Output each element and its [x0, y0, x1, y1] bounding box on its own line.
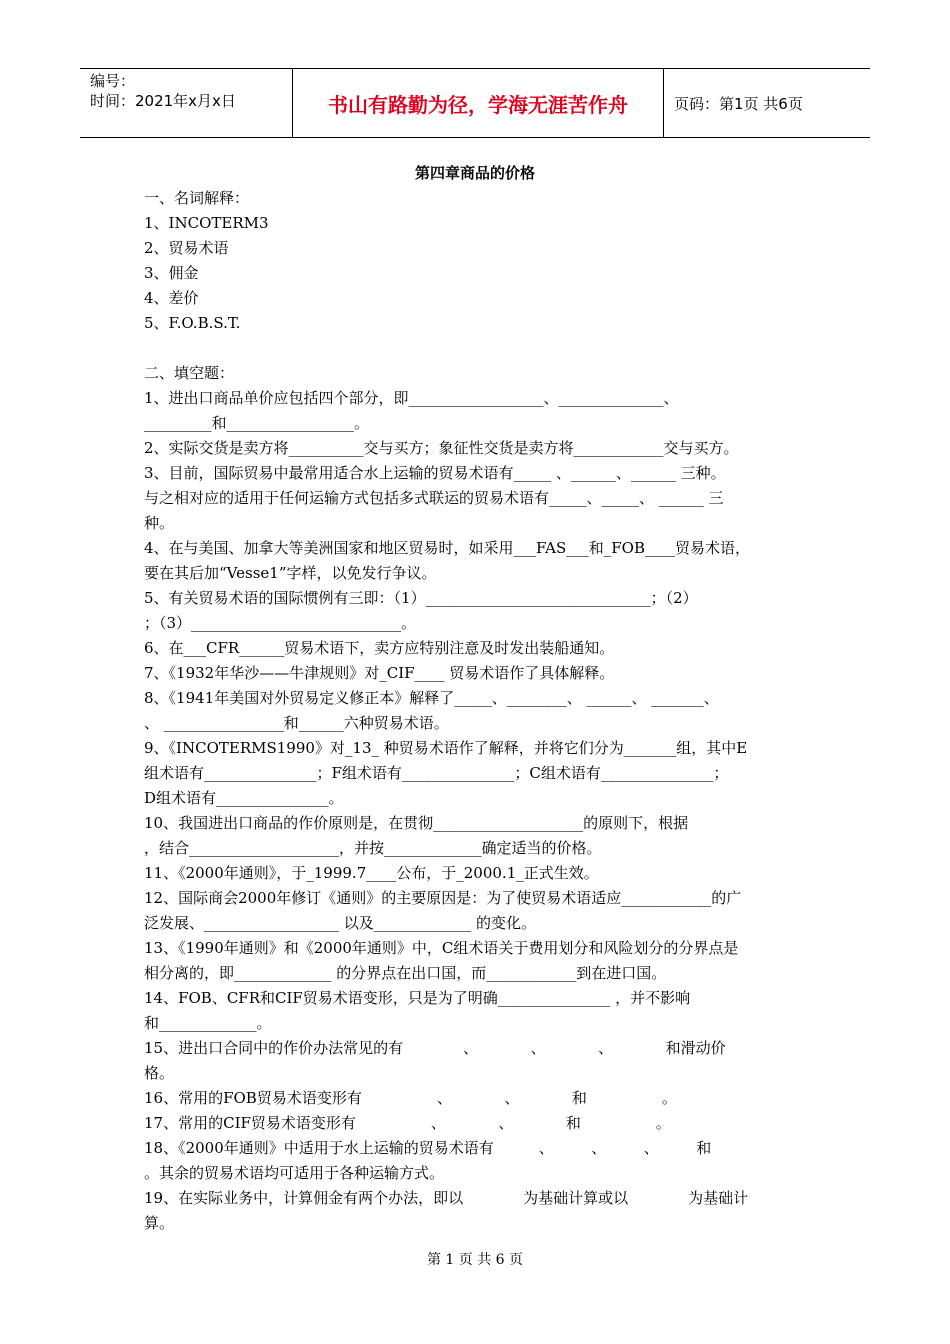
question-line: 1、进出口商品单价应包括四个部分，即__________________、______________、 — [144, 389, 679, 407]
question-line: 12、国际商会2000年修订《通则》的主要原因是：为了使贸易术语适应____________的广 — [144, 889, 742, 907]
question-line: 6、在___CFR______贸易术语下，卖方应特别注意及时发出装船通知。 — [144, 639, 615, 657]
question-line: _________和_________________。 — [144, 414, 370, 432]
question-line: 7、《1932年华沙——牛津规则》对_CIF____ 贸易术语作了具体解释。 — [144, 664, 615, 682]
question-line: 算。 — [144, 1214, 175, 1232]
question-line: 15、进出口合同中的作价办法常见的有 、 、 、 和滑动价 — [144, 1039, 726, 1057]
spacer — [144, 336, 806, 361]
question-line: ，结合____________________，并按_____________确定适当的价格。 — [144, 839, 602, 857]
question-line: 、 ________________和______六种贸易术语。 — [144, 714, 449, 732]
question-line: 组术语有_______________；F组术语有_______________；C组术语有_______________； — [144, 764, 729, 782]
term-item: 3、佣金 — [144, 264, 199, 282]
question-line: 4、在与美国、加拿大等美洲国家和地区贸易时，如采用___FAS___和_FOB____贸易术语， — [144, 539, 750, 557]
question-line: 种。 — [144, 514, 175, 532]
question-line: 格。 — [144, 1064, 175, 1082]
section1-heading: 一、名词解释： — [144, 189, 250, 207]
question-line: 11、《2000年通则》，于_1999.7____公布，于_2000.1_正式生效。 — [144, 864, 599, 882]
header-page-info: 页码：第1页 共6页 — [674, 94, 803, 113]
question-line: 17、常用的CIF贸易术语变形有 、 、 和 。 — [144, 1114, 671, 1132]
page-header — [80, 68, 870, 138]
question-line: 16、常用的FOB贸易术语变形有 、 、 和 。 — [144, 1089, 677, 1107]
question-line: 和_____________。 — [144, 1014, 272, 1032]
term-item: 4、差价 — [144, 289, 199, 307]
term-item: 2、贸易术语 — [144, 239, 229, 257]
question-line: 3、目前，国际贸易中最常用适合水上运输的贸易术语有_____ 、______、______ 三种。 — [144, 464, 726, 482]
question-line: 5、有关贸易术语的国际惯例有三即：（1）______________________________；（2） — [144, 589, 698, 607]
page-footer: 第 1 页 共 6 页 — [426, 1252, 524, 1268]
question-line: 相分离的，即_____________ 的分界点在出口国，而____________到在进口国。 — [144, 964, 667, 982]
question-line: 9、《INCOTERMS1990》对_13_ 种贸易术语作了解释，并将它们分为_______组，其中E — [144, 739, 748, 757]
question-line: ；（3）____________________________。 — [144, 614, 417, 632]
question-line: 10、我国进出口商品的作价原则是，在贯彻____________________的原则下，根据 — [144, 814, 689, 832]
question-line: 19、在实际业务中，计算佣金有两个办法，即以 为基础计算或以 为基础计 — [144, 1189, 749, 1207]
chapter-title: 第四章商品的价格 — [414, 164, 535, 182]
question-line: 18、《2000年通则》中适用于水上运输的贸易术语有 、 、 、 和 — [144, 1139, 712, 1157]
question-line: 2、实际交货是卖方将__________交与买方；象征性交货是卖方将____________交与买方。 — [144, 439, 739, 457]
term-item: 5、F.O.B.S.T. — [144, 314, 241, 332]
term-item: 1、INCOTERM3 — [144, 214, 269, 232]
header-motto: 书山有路勤为径，学海无涯苦作舟 — [293, 69, 664, 137]
question-line: 。其余的贸易术语均可适用于各种运输方式。 — [144, 1164, 445, 1182]
question-line: 与之相对应的适用于任何运输方式包括多式联运的贸易术语有_____、_____、 ______ 三 — [144, 489, 724, 507]
question-line: D组术语有_______________。 — [144, 789, 344, 807]
question-line: 13、《1990年通则》和《2000年通则》中，C组术语关于费用划分和风险划分的分界点是 — [144, 939, 739, 957]
question-line: 要在其后加“Vesse1”字样，以免发行争议。 — [144, 564, 437, 582]
section2-heading: 二、填空题： — [144, 364, 235, 382]
question-line: 8、《1941年美国对外贸易定义修正本》解释了_____、________、 ______、 _______、 — [144, 689, 719, 707]
document-body — [144, 186, 806, 1236]
question-line: 泛发展、__________________ 以及_____________ 的变化。 — [144, 914, 537, 932]
number-label: 编号： — [90, 72, 136, 90]
header-meta — [80, 69, 293, 137]
date-text: 时间：2021年x月x日 — [90, 92, 236, 110]
question-line: 14、FOB、CFR和CIF贸易术语变形，只是为了明确_______________ ，并不影响 — [144, 989, 691, 1007]
